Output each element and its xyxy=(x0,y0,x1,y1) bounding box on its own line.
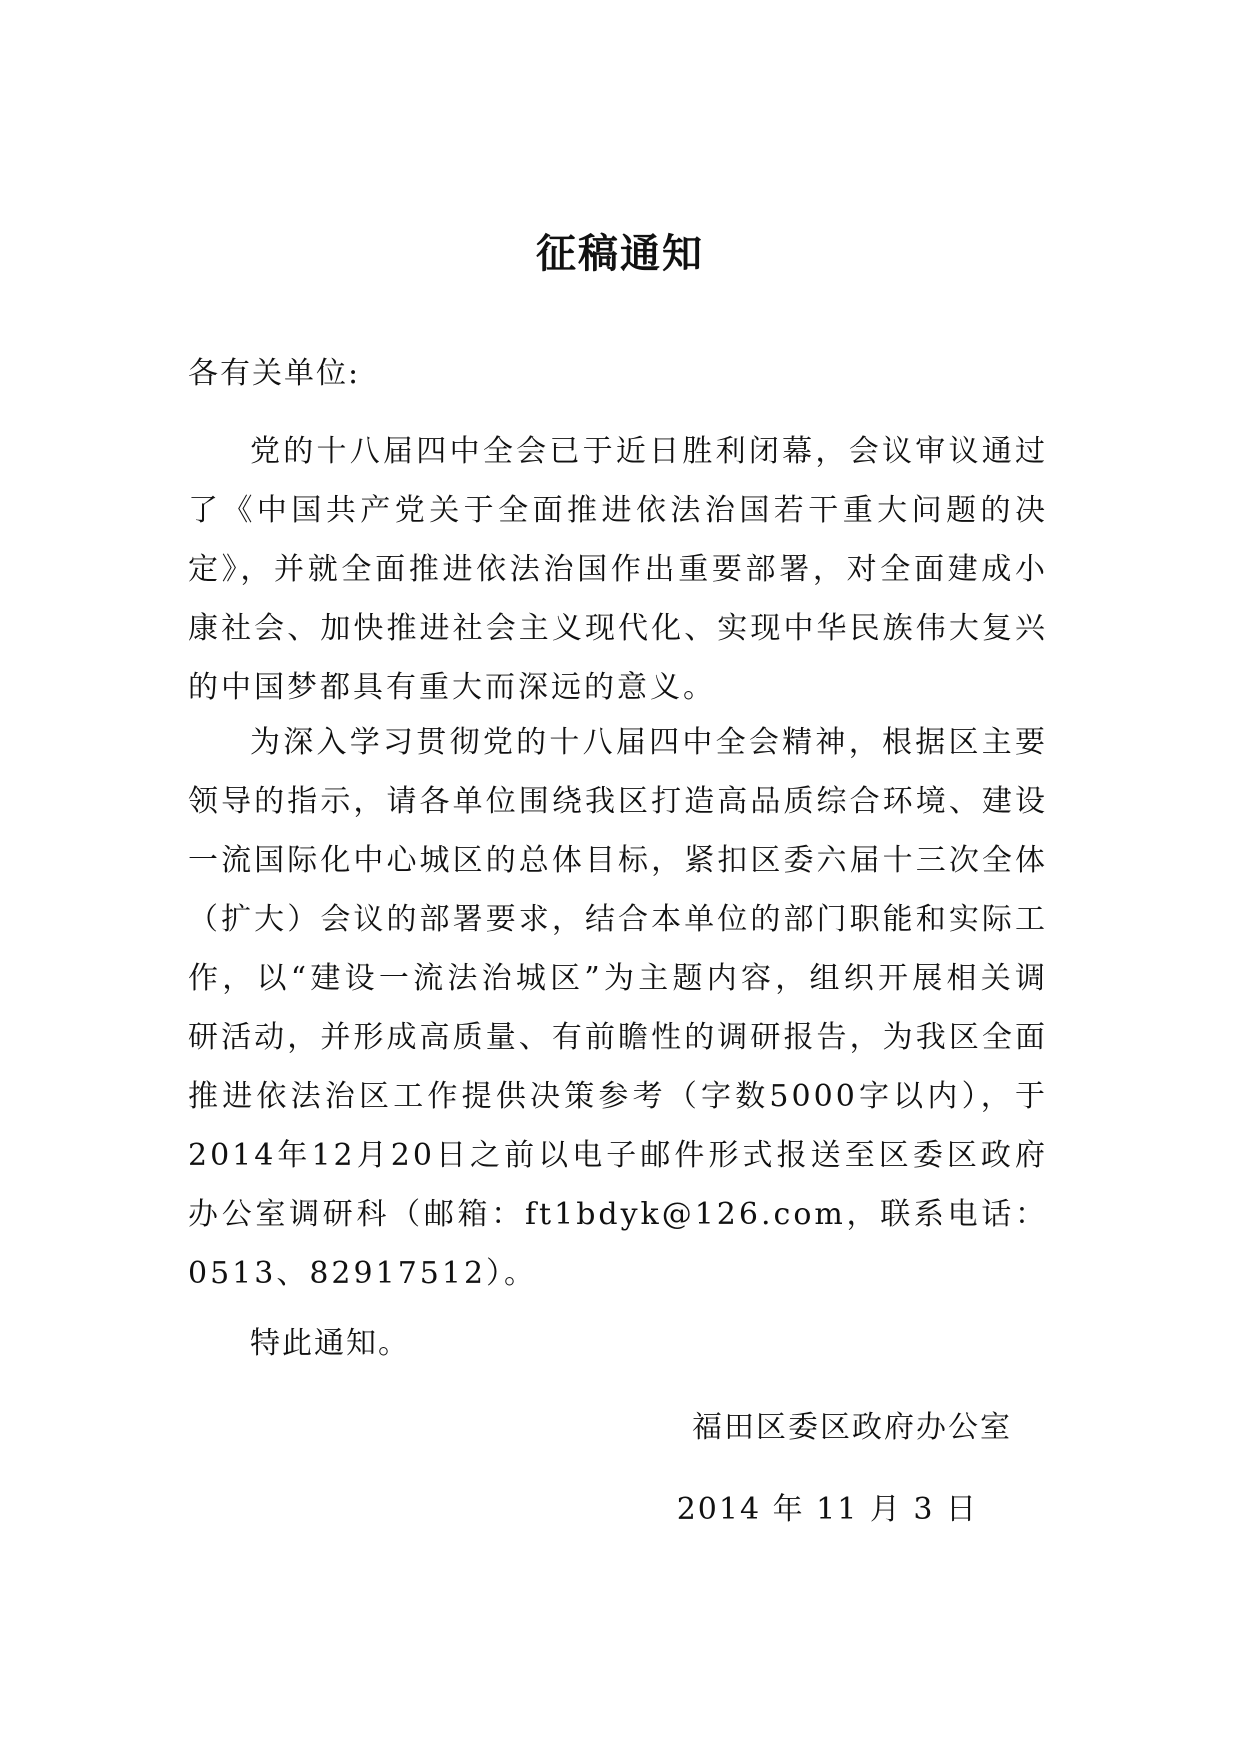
document-title: 征稿通知 xyxy=(536,231,704,277)
body-paragraph-1: 党的十八届四中全会已于近日胜利闭幕，会议审议通过了《中国共产党关于全面推进依法治国若干重大问题的决定》，并就全面推进依法治国作出重要部署，对全面建成小康社会、加快推进社会主义现代化、实现中华民族伟大复兴的中国梦都具有重大而深远的意义。 xyxy=(188,434,1048,705)
signature-organization: 福田区委区政府办公室 xyxy=(692,1410,1012,1445)
signature-date: 2014 年 11 月 3 日 xyxy=(676,1492,978,1527)
closing-remark: 特此通知。 xyxy=(250,1326,410,1361)
salutation: 各有关单位: xyxy=(188,356,361,391)
body-paragraph-2: 为深入学习贯彻党的十八届四中全会精神，根据区主要领导的指示，请各单位围绕我区打造高品质综合环境、建设一流国际化中心城区的总体目标，紧扣区委六届十三次全体（扩大）会议的部署要求，结合本单位的部门职能和实际工作，以“建设一流法治城区”为主题内容，组织开展相关调研活动，并形成高质量、有前瞻性的调研报告，为我区全面推进依法治区工作提供决策参考（字数5000字以内），于2014年12月20日之前以电子邮件形式报送至区委区政府办公室调研科（邮箱：ft1bdyk@126.com，联系电话：0513、82917512）。 xyxy=(188,725,1048,1291)
